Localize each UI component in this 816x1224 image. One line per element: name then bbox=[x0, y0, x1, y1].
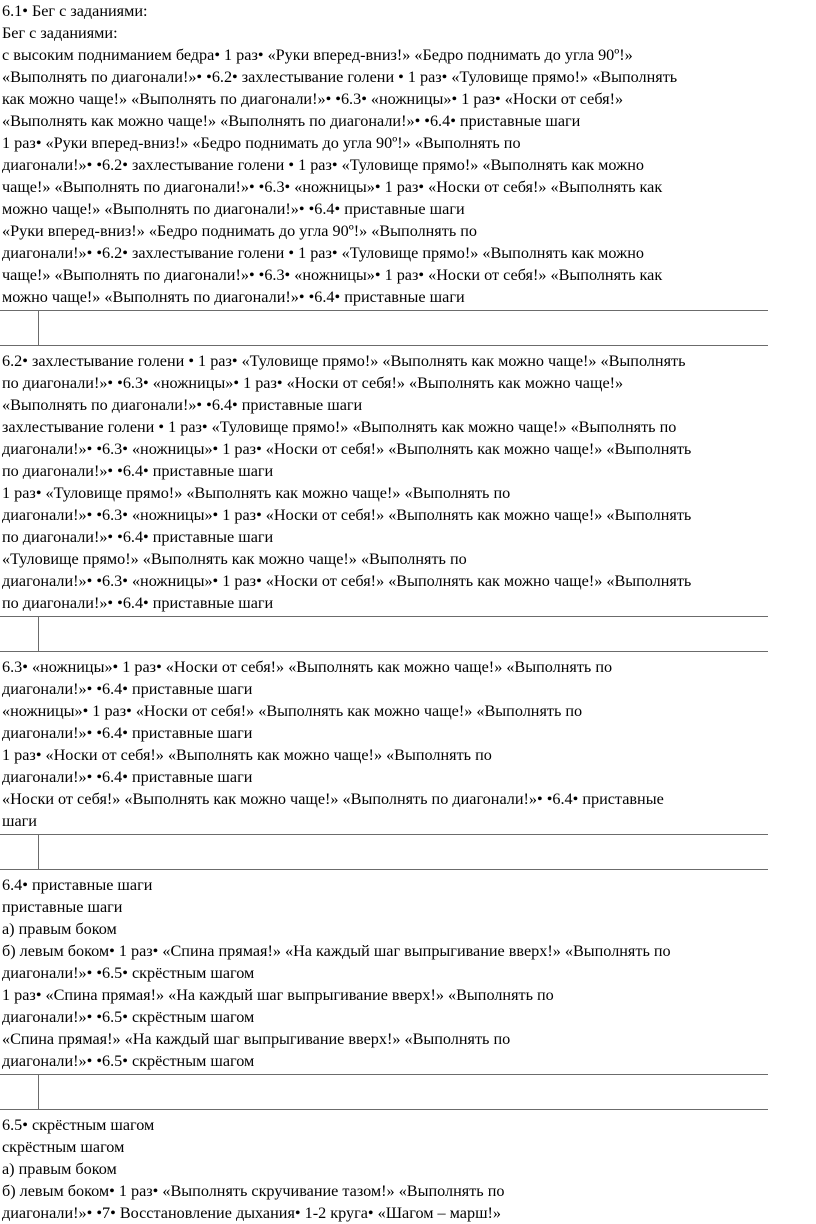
text-line: с высоким подниманием бедра• 1 раз• «Руки вперед-вниз!» «Бедро поднимать до угла 90º!» bbox=[2, 46, 633, 64]
text-line: «ножницы»• 1 раз• «Носки от себя!» «Выполнять как можно чаще!» «Выполнять по bbox=[2, 702, 583, 720]
text-line: 6.5• скрёстным шагом bbox=[2, 1116, 155, 1134]
text-line: 1 раз• «Руки вперед-вниз!» «Бедро поднимать до угла 90º!» «Выполнять по bbox=[2, 134, 521, 152]
text-line: Бег с заданиями: bbox=[2, 24, 118, 42]
text-line: а) правым боком bbox=[2, 1160, 117, 1178]
text-line: 1 раз• «Носки от себя!» «Выполнять как можно чаще!» «Выполнять по bbox=[2, 746, 492, 764]
text-line: 1 раз• «Спина прямая!» «На каждый шаг выпрыгивание вверх!» «Выполнять по bbox=[2, 986, 554, 1004]
text-line: скрёстным шагом bbox=[2, 1138, 125, 1156]
table-separator bbox=[0, 834, 768, 870]
table-cell bbox=[0, 617, 38, 651]
text-line: 6.1• Бег с заданиями: bbox=[2, 2, 148, 20]
text-line: б) левым боком• 1 раз• «Спина прямая!» «На каждый шаг выпрыгивание вверх!» «Выполнять по bbox=[2, 942, 671, 960]
text-line: диагонали!»• •6.2• захлестывание голени • 1 раз• «Туловище прямо!» «Выполнять как можно bbox=[2, 156, 644, 174]
table-separator bbox=[0, 310, 768, 346]
text-line: шаги bbox=[2, 812, 37, 830]
text-line: 1 раз• «Туловище прямо!» «Выполнять как можно чаще!» «Выполнять по bbox=[2, 484, 511, 502]
text-line: диагонали!»• •6.2• захлестывание голени • 1 раз• «Туловище прямо!» «Выполнять как можно bbox=[2, 244, 644, 262]
text-line: по диагонали!»• •6.3• «ножницы»• 1 раз• «Носки от себя!» «Выполнять как можно чаще!» bbox=[2, 374, 624, 392]
text-line: 6.4• приставные шаги bbox=[2, 876, 153, 894]
table-divider bbox=[38, 835, 39, 869]
text-line: диагонали!»• •6.4• приставные шаги bbox=[2, 768, 253, 786]
text-line: диагонали!»• •6.3• «ножницы»• 1 раз• «Носки от себя!» «Выполнять как можно чаще!» «Выполнять bbox=[2, 440, 692, 458]
table-cell bbox=[0, 311, 38, 345]
section-6-2 bbox=[0, 350, 816, 614]
text-line: диагонали!»• •6.4• приставные шаги bbox=[2, 724, 253, 742]
text-line: чаще!» «Выполнять по диагонали!»• •6.3• «ножницы»• 1 раз• «Носки от себя!» «Выполнять как bbox=[2, 178, 663, 196]
text-line: чаще!» «Выполнять по диагонали!»• •6.3• «ножницы»• 1 раз• «Носки от себя!» «Выполнять как bbox=[2, 266, 663, 284]
text-line: «Спина прямая!» «На каждый шаг выпрыгивание вверх!» «Выполнять по bbox=[2, 1030, 511, 1048]
text-line: 6.3• «ножницы»• 1 раз• «Носки от себя!» «Выполнять как можно чаще!» «Выполнять по bbox=[2, 658, 613, 676]
text-line: как можно чаще!» «Выполнять по диагонали!»• •6.3• «ножницы»• 1 раз• «Носки от себя!» bbox=[2, 90, 624, 108]
text-line: диагонали!»• •6.4• приставные шаги bbox=[2, 680, 253, 698]
text-line: приставные шаги bbox=[2, 898, 123, 916]
text-line: можно чаще!» «Выполнять по диагонали!»• •6.4• приставные шаги bbox=[2, 288, 465, 306]
table-cell bbox=[0, 1075, 38, 1109]
text-line: диагонали!»• •7• Восстановление дыхания• 1-2 круга• «Шагом – марш!» bbox=[2, 1204, 502, 1222]
text-line: диагонали!»• •6.3• «ножницы»• 1 раз• «Носки от себя!» «Выполнять как можно чаще!» «Выполнять bbox=[2, 506, 692, 524]
text-line: «Выполнять по диагонали!»• •6.4• приставные шаги bbox=[2, 396, 363, 414]
text-line: по диагонали!»• •6.4• приставные шаги bbox=[2, 528, 274, 546]
text-line: по диагонали!»• •6.4• приставные шаги bbox=[2, 594, 274, 612]
table-cell bbox=[0, 835, 38, 869]
text-line: «Руки вперед-вниз!» «Бедро поднимать до угла 90º!» «Выполнять по bbox=[2, 222, 478, 240]
table-separator bbox=[0, 1074, 768, 1110]
text-line: б) левым боком• 1 раз• «Выполнять скручивание тазом!» «Выполнять по bbox=[2, 1182, 505, 1200]
text-line: «Выполнять по диагонали!»• •6.2• захлестывание голени • 1 раз• «Туловище прямо!» «Выполнять bbox=[2, 68, 678, 86]
text-line: диагонали!»• •6.3• «ножницы»• 1 раз• «Носки от себя!» «Выполнять как можно чаще!» «Выполнять bbox=[2, 572, 692, 590]
section-6-3 bbox=[0, 656, 816, 832]
text-line: можно чаще!» «Выполнять по диагонали!»• •6.4• приставные шаги bbox=[2, 200, 465, 218]
text-line: диагонали!»• •6.5• скрёстным шагом bbox=[2, 1052, 255, 1070]
text-line: а) правым боком bbox=[2, 920, 117, 938]
text-line: захлестывание голени • 1 раз• «Туловище прямо!» «Выполнять как можно чаще!» «Выполнять по bbox=[2, 418, 677, 436]
text-line: «Туловище прямо!» «Выполнять как можно чаще!» «Выполнять по bbox=[2, 550, 467, 568]
table-separator bbox=[0, 616, 768, 652]
text-line: диагонали!»• •6.5• скрёстным шагом bbox=[2, 1008, 255, 1026]
text-line: «Выполнять как можно чаще!» «Выполнять по диагонали!»• •6.4• приставные шаги bbox=[2, 112, 581, 130]
text-line: 6.2• захлестывание голени • 1 раз• «Туловище прямо!» «Выполнять как можно чаще!» «Выполнять bbox=[2, 352, 686, 370]
section-6-1 bbox=[0, 0, 816, 308]
text-line: по диагонали!»• •6.4• приставные шаги bbox=[2, 462, 274, 480]
table-divider bbox=[38, 617, 39, 651]
section-6-5 bbox=[0, 1114, 816, 1224]
text-line: «Носки от себя!» «Выполнять как можно чаще!» «Выполнять по диагонали!»• •6.4• приставные bbox=[2, 790, 664, 808]
section-6-4 bbox=[0, 874, 816, 1072]
table-divider bbox=[38, 311, 39, 345]
text-line: диагонали!»• •6.5• скрёстным шагом bbox=[2, 964, 255, 982]
table-divider bbox=[38, 1075, 39, 1109]
